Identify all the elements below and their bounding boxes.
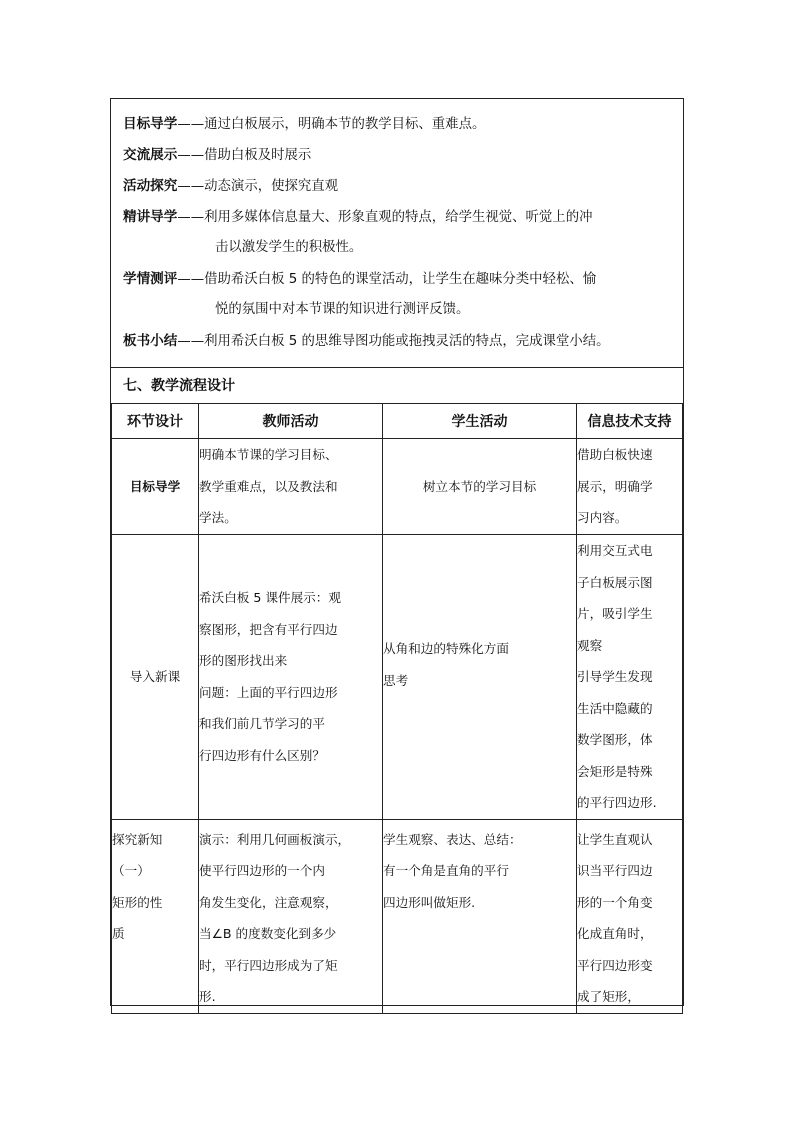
header-teacher: 教师活动: [199, 404, 383, 439]
intro-label: 板书小结: [123, 333, 178, 349]
tech-cell: 利用交互式电 子白板展示图 片，吸引学生 观察 引导学生发现 生活中隐藏的 数学图形，体 会矩形是特殊 的平行四边形.: [577, 535, 683, 820]
intro-line-4: 精讲导学——利用多媒体信息量大、形象直观的特点，给学生视觉、听觉上的冲: [123, 209, 593, 225]
intro-label: 精讲导学: [123, 209, 178, 225]
teacher-cell: 演示：利用几何画板演示， 使平行四边形的一个内 角发生变化，注意观察， 当∠B 的度数变化到多少 时，平行四边形成为了矩 形.: [199, 819, 383, 1013]
tech-cell: 借助白板快速 展示，明确学 习内容。: [577, 439, 683, 535]
lesson-plan-frame: [110, 98, 684, 1006]
table-row: [112, 439, 683, 535]
table-row: [112, 535, 683, 820]
section-divider: [111, 367, 683, 368]
intro-line-1: 目标导学——通过白板展示，明确本节的教学目标、重难点。: [123, 116, 486, 132]
intro-label: 交流展示: [123, 147, 178, 163]
table-header-row: [112, 404, 683, 439]
intro-line-2: 交流展示——借助白板及时展示: [123, 147, 312, 163]
intro-label: 目标导学: [123, 116, 178, 132]
intro-line-5: 击以激发学生的积极性。: [215, 240, 363, 255]
table-row: [112, 819, 683, 1013]
stage-cell: 目标导学: [112, 439, 199, 535]
tech-cell: 让学生直观认 识当平行四边 形的一个角变 化成直角时， 平行四边形变 成了矩形，: [577, 819, 683, 1013]
teacher-cell: 明确本节课的学习目标、 教学重难点，以及教法和 学法。: [199, 439, 383, 535]
teacher-cell: 希沃白板 5 课件展示：观 察图形，把含有平行四边 形的图形找出来 问题：上面的平行四边形 和我们前几节学习的平 行四边形有什么区别？: [199, 535, 383, 820]
student-cell: 学生观察、表达、总结： 有一个角是直角的平行 四边形叫做矩形.: [383, 819, 577, 1013]
header-tech: 信息技术支持: [577, 404, 683, 439]
student-cell: 从角和边的特殊化方面 思考: [383, 535, 577, 820]
stage-cell: 探究新知 （一） 矩形的性 质: [112, 819, 199, 1013]
student-cell: 树立本节的学习目标: [383, 439, 577, 535]
section-title: 七、教学流程设计: [123, 378, 235, 394]
intro-label: 学情测评: [123, 271, 178, 287]
intro-line-6: 学情测评——借助希沃白板 5 的特色的课堂活动，让学生在趣味分类中轻松、愉: [123, 271, 597, 287]
stage-cell: 导入新课: [112, 535, 199, 820]
header-student: 学生活动: [383, 404, 577, 439]
intro-line-3: 活动探究——动态演示，使探究直观: [123, 178, 339, 194]
intro-line-8: 板书小结——利用希沃白板 5 的思维导图功能或拖拽灵活的特点，完成课堂小结。: [123, 333, 610, 349]
teaching-flow-table: [111, 403, 683, 1014]
header-stage: 环节设计: [112, 404, 199, 439]
teaching-methods-section: [111, 99, 683, 369]
intro-label: 活动探究: [123, 178, 178, 194]
intro-line-7: 悦的氛围中对本节课的知识进行测评反馈。: [215, 302, 470, 317]
